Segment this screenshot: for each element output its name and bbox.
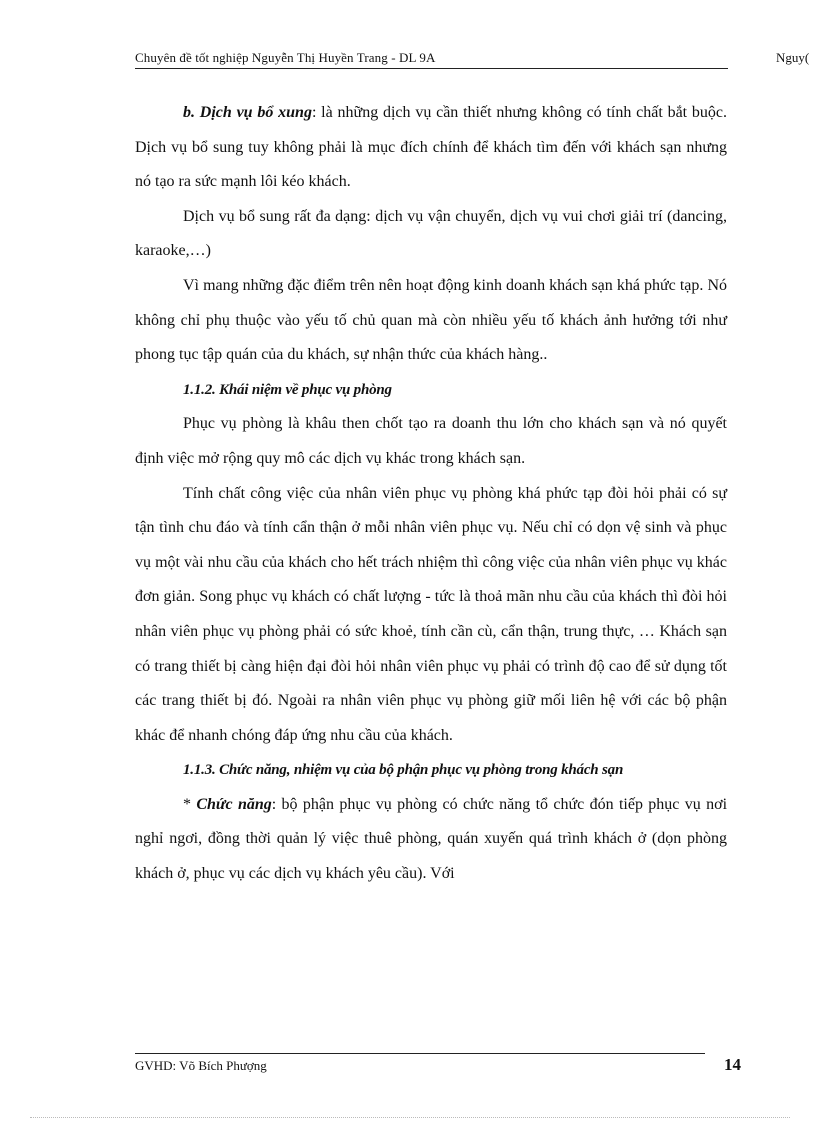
header-title: Chuyên đề tốt nghiệp Nguyễn Thị Huyền Trang - DL 9A [135,50,436,65]
paragraph-complexity: Vì mang những đặc điểm trên nên hoạt động kinh doanh khách sạn khá phức tạp. Nó không chỉ phụ thuộc vào yếu tố chủ quan mà còn nhiều yếu tố khách ảnh hưởng tới như phong tục tập quán của du khách, sự nhận thức của khách hàng.. [135,276,727,364]
paragraph-service-variety: Dịch vụ bổ sung rất đa dạng: dịch vụ vận chuyển, dịch vụ vui chơi giải trí (dancing, karaoke,…) [135,207,727,260]
paragraph-lead-term: Chức năng [196,795,272,813]
paragraph-function: * Chức năng: bộ phận phục vụ phòng có chức năng tổ chức đón tiếp phục vụ nơi nghỉ ngơi, đồng thời quản lý việc thuê phòng, quán xuyến quá trình khách ở (dọn phòng khách ở, phục vụ các dịch vụ khách yêu cầu). Với [135,795,728,883]
section-heading-1-1-3: 1.1.3. Chức năng, nhiệm vụ của bộ phận phục vụ phòng trong khách sạn [183,762,624,779]
section-heading-1-1-2: 1.1.2. Khái niệm về phục vụ phòng [183,381,392,398]
paragraph-work-nature: Tính chất công việc của nhân viên phục vụ phòng khá phức tạp đòi hỏi phải có sự tận tình chu đáo và tính cẩn thận ở mỗi nhân viên phục vụ. Nếu chỉ có dọn vệ sinh và phục vụ một vài nhu cầu của khách cho hết trách nhiệm thì công việc của nhân viên phục vụ khác đơn giản. Song phục vụ khách có chất lượng - tức là thoả mãn nhu cầu của khách thì đòi hỏi nhân viên phục vụ phòng phải có sức khoẻ, tính cần cù, cẩn thận, trung thực, … Khách sạn có trang thiết bị càng hiện đại đòi hỏi nhân viên phục vụ phải có trình độ cao để sử dụng tốt các trang thiết bị đó. Ngoài ra nhân viên phục vụ phòng giữ mối liên hệ với các bộ phận khác để nhanh chóng đáp ứng nhu cầu của khách. [135,484,727,744]
paragraph-supplementary-services [135,96,727,200]
page-bottom-border [30,1117,790,1118]
paragraph-text: : là những dịch vụ cần thiết nhưng không có tính chất bắt buộc. Dịch vụ bổ sung tuy không phải là mục đích chính để khách tìm đến với khách sạn nhưng nó tạo ra sức mạnh lôi kéo khách. [135,104,728,191]
header-author-cut: Nguy( [776,50,810,65]
document-body [135,96,727,892]
paragraph-text: : bộ phận phục vụ phòng có chức năng tổ chức đón tiếp phục vụ nơi nghỉ ngơi, đồng thời quản lý việc thuê phòng, quán xuyến quá trình khách ở (dọn phòng khách ở, phục vụ các dịch vụ khách yêu cầu). Với [135,795,728,883]
header-divider [135,68,728,69]
footer-advisor: GVHD: Võ Bích Phượng [135,1058,267,1073]
footer-divider [135,1053,705,1054]
paragraph-lead-term: b. Dịch vụ bổ xung [183,104,312,121]
paragraph-room-service-definition: Phục vụ phòng là khâu then chốt tạo ra doanh thu lớn cho khách sạn và nó quyết định việc mở rộng quy mô các dịch vụ khác trong khách sạn. [135,415,727,467]
page-number: 14 [724,1055,741,1074]
